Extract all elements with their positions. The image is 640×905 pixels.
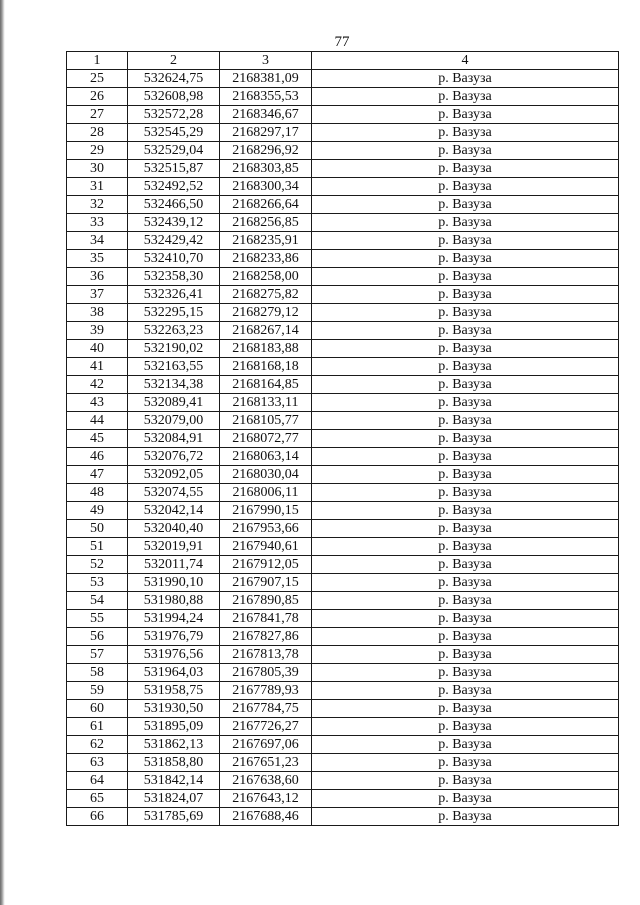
table-row <box>67 88 619 106</box>
table-row <box>67 610 619 628</box>
table-row <box>67 286 619 304</box>
x-coordinate-cell: 531895,09 <box>128 718 220 736</box>
table-row <box>67 628 619 646</box>
point-number-cell: 66 <box>67 808 128 826</box>
x-coordinate-cell: 532089,41 <box>128 394 220 412</box>
x-coordinate-cell: 532515,87 <box>128 160 220 178</box>
point-number-cell: 51 <box>67 538 128 556</box>
x-coordinate-cell: 532326,41 <box>128 286 220 304</box>
point-number-cell: 32 <box>67 196 128 214</box>
x-coordinate-cell: 531862,13 <box>128 736 220 754</box>
point-number-cell: 48 <box>67 484 128 502</box>
table-row <box>67 538 619 556</box>
y-coordinate-cell: 2168266,64 <box>220 196 312 214</box>
boundary-description-cell: р. Вазуза <box>312 196 619 214</box>
x-coordinate-cell: 532572,28 <box>128 106 220 124</box>
y-coordinate-cell: 2168072,77 <box>220 430 312 448</box>
table-row <box>67 70 619 88</box>
point-number-cell: 60 <box>67 700 128 718</box>
x-coordinate-cell: 532263,23 <box>128 322 220 340</box>
x-coordinate-cell: 531990,10 <box>128 574 220 592</box>
point-number-cell: 42 <box>67 376 128 394</box>
point-number-cell: 54 <box>67 592 128 610</box>
point-number-cell: 62 <box>67 736 128 754</box>
boundary-description-cell: р. Вазуза <box>312 646 619 664</box>
y-coordinate-cell: 2168164,85 <box>220 376 312 394</box>
point-number-cell: 50 <box>67 520 128 538</box>
column-header-3: 3 <box>220 52 312 70</box>
x-coordinate-cell: 532074,55 <box>128 484 220 502</box>
table-row <box>67 142 619 160</box>
y-coordinate-cell: 2167912,05 <box>220 556 312 574</box>
point-number-cell: 59 <box>67 682 128 700</box>
x-coordinate-cell: 532295,15 <box>128 304 220 322</box>
table-row <box>67 358 619 376</box>
y-coordinate-cell: 2167697,06 <box>220 736 312 754</box>
y-coordinate-cell: 2168183,88 <box>220 340 312 358</box>
point-number-cell: 37 <box>67 286 128 304</box>
table-row <box>67 394 619 412</box>
y-coordinate-cell: 2168258,00 <box>220 268 312 286</box>
table-row <box>67 250 619 268</box>
x-coordinate-cell: 532439,12 <box>128 214 220 232</box>
boundary-description-cell: р. Вазуза <box>312 628 619 646</box>
y-coordinate-cell: 2167890,85 <box>220 592 312 610</box>
table-row <box>67 502 619 520</box>
column-header-2: 2 <box>128 52 220 70</box>
y-coordinate-cell: 2168381,09 <box>220 70 312 88</box>
x-coordinate-cell: 532042,14 <box>128 502 220 520</box>
x-coordinate-cell: 532163,55 <box>128 358 220 376</box>
point-number-cell: 38 <box>67 304 128 322</box>
y-coordinate-cell: 2167651,23 <box>220 754 312 772</box>
y-coordinate-cell: 2167789,93 <box>220 682 312 700</box>
x-coordinate-cell: 532084,91 <box>128 430 220 448</box>
point-number-cell: 44 <box>67 412 128 430</box>
y-coordinate-cell: 2167907,15 <box>220 574 312 592</box>
point-number-cell: 58 <box>67 664 128 682</box>
boundary-description-cell: р. Вазуза <box>312 286 619 304</box>
table-row <box>67 178 619 196</box>
boundary-description-cell: р. Вазуза <box>312 88 619 106</box>
y-coordinate-cell: 2167990,15 <box>220 502 312 520</box>
y-coordinate-cell: 2168256,85 <box>220 214 312 232</box>
table-row <box>67 214 619 232</box>
x-coordinate-cell: 531976,56 <box>128 646 220 664</box>
table-body <box>67 70 619 826</box>
boundary-description-cell: р. Вазуза <box>312 412 619 430</box>
boundary-description-cell: р. Вазуза <box>312 718 619 736</box>
boundary-description-cell: р. Вазуза <box>312 556 619 574</box>
point-number-cell: 56 <box>67 628 128 646</box>
table-row <box>67 682 619 700</box>
x-coordinate-cell: 531980,88 <box>128 592 220 610</box>
point-number-cell: 46 <box>67 448 128 466</box>
point-number-cell: 53 <box>67 574 128 592</box>
x-coordinate-cell: 531858,80 <box>128 754 220 772</box>
boundary-description-cell: р. Вазуза <box>312 610 619 628</box>
point-number-cell: 45 <box>67 430 128 448</box>
boundary-description-cell: р. Вазуза <box>312 700 619 718</box>
table-row <box>67 772 619 790</box>
y-coordinate-cell: 2168346,67 <box>220 106 312 124</box>
y-coordinate-cell: 2168300,34 <box>220 178 312 196</box>
y-coordinate-cell: 2168063,14 <box>220 448 312 466</box>
boundary-description-cell: р. Вазуза <box>312 736 619 754</box>
table-row <box>67 304 619 322</box>
x-coordinate-cell: 532092,05 <box>128 466 220 484</box>
y-coordinate-cell: 2167688,46 <box>220 808 312 826</box>
table-row <box>67 106 619 124</box>
boundary-description-cell: р. Вазуза <box>312 304 619 322</box>
point-number-cell: 33 <box>67 214 128 232</box>
table-row <box>67 268 619 286</box>
boundary-description-cell: р. Вазуза <box>312 340 619 358</box>
boundary-description-cell: р. Вазуза <box>312 430 619 448</box>
table-row <box>67 160 619 178</box>
table-row <box>67 196 619 214</box>
table-row <box>67 754 619 772</box>
table-row <box>67 592 619 610</box>
point-number-cell: 25 <box>67 70 128 88</box>
point-number-cell: 63 <box>67 754 128 772</box>
boundary-description-cell: р. Вазуза <box>312 772 619 790</box>
x-coordinate-cell: 532134,38 <box>128 376 220 394</box>
table-header-row <box>67 52 619 70</box>
x-coordinate-cell: 531964,03 <box>128 664 220 682</box>
table-row <box>67 520 619 538</box>
boundary-description-cell: р. Вазуза <box>312 808 619 826</box>
boundary-description-cell: р. Вазуза <box>312 232 619 250</box>
table-row <box>67 574 619 592</box>
table-row <box>67 700 619 718</box>
y-coordinate-cell: 2168297,17 <box>220 124 312 142</box>
y-coordinate-cell: 2167841,78 <box>220 610 312 628</box>
y-coordinate-cell: 2168233,86 <box>220 250 312 268</box>
point-number-cell: 34 <box>67 232 128 250</box>
point-number-cell: 40 <box>67 340 128 358</box>
boundary-description-cell: р. Вазуза <box>312 358 619 376</box>
point-number-cell: 39 <box>67 322 128 340</box>
x-coordinate-cell: 532624,75 <box>128 70 220 88</box>
point-number-cell: 65 <box>67 790 128 808</box>
point-number-cell: 47 <box>67 466 128 484</box>
boundary-description-cell: р. Вазуза <box>312 394 619 412</box>
boundary-description-cell: р. Вазуза <box>312 70 619 88</box>
y-coordinate-cell: 2168168,18 <box>220 358 312 376</box>
x-coordinate-cell: 531930,50 <box>128 700 220 718</box>
table-row <box>67 430 619 448</box>
table-row <box>67 448 619 466</box>
boundary-description-cell: р. Вазуза <box>312 322 619 340</box>
table-row <box>67 322 619 340</box>
y-coordinate-cell: 2167813,78 <box>220 646 312 664</box>
y-coordinate-cell: 2167953,66 <box>220 520 312 538</box>
point-number-cell: 52 <box>67 556 128 574</box>
boundary-description-cell: р. Вазуза <box>312 250 619 268</box>
boundary-description-cell: р. Вазуза <box>312 592 619 610</box>
point-number-cell: 36 <box>67 268 128 286</box>
coordinates-table <box>66 51 619 826</box>
boundary-description-cell: р. Вазуза <box>312 538 619 556</box>
x-coordinate-cell: 532608,98 <box>128 88 220 106</box>
boundary-description-cell: р. Вазуза <box>312 142 619 160</box>
table-row <box>67 790 619 808</box>
table-row <box>67 556 619 574</box>
x-coordinate-cell: 532358,30 <box>128 268 220 286</box>
x-coordinate-cell: 532466,50 <box>128 196 220 214</box>
x-coordinate-cell: 531976,79 <box>128 628 220 646</box>
boundary-description-cell: р. Вазуза <box>312 682 619 700</box>
point-number-cell: 29 <box>67 142 128 160</box>
point-number-cell: 49 <box>67 502 128 520</box>
boundary-description-cell: р. Вазуза <box>312 376 619 394</box>
y-coordinate-cell: 2168235,91 <box>220 232 312 250</box>
x-coordinate-cell: 532545,29 <box>128 124 220 142</box>
point-number-cell: 61 <box>67 718 128 736</box>
x-coordinate-cell: 532429,42 <box>128 232 220 250</box>
table-row <box>67 484 619 502</box>
point-number-cell: 28 <box>67 124 128 142</box>
y-coordinate-cell: 2168355,53 <box>220 88 312 106</box>
y-coordinate-cell: 2167940,61 <box>220 538 312 556</box>
y-coordinate-cell: 2168279,12 <box>220 304 312 322</box>
boundary-description-cell: р. Вазуза <box>312 664 619 682</box>
table-row <box>67 646 619 664</box>
boundary-description-cell: р. Вазуза <box>312 268 619 286</box>
y-coordinate-cell: 2168006,11 <box>220 484 312 502</box>
boundary-description-cell: р. Вазуза <box>312 520 619 538</box>
table-row <box>67 376 619 394</box>
y-coordinate-cell: 2168030,04 <box>220 466 312 484</box>
x-coordinate-cell: 532190,02 <box>128 340 220 358</box>
point-number-cell: 41 <box>67 358 128 376</box>
point-number-cell: 31 <box>67 178 128 196</box>
boundary-description-cell: р. Вазуза <box>312 214 619 232</box>
point-number-cell: 35 <box>67 250 128 268</box>
table-row <box>67 718 619 736</box>
page-number: 77 <box>334 34 350 50</box>
boundary-description-cell: р. Вазуза <box>312 124 619 142</box>
boundary-description-cell: р. Вазуза <box>312 178 619 196</box>
y-coordinate-cell: 2167827,86 <box>220 628 312 646</box>
table-row <box>67 412 619 430</box>
point-number-cell: 26 <box>67 88 128 106</box>
y-coordinate-cell: 2168303,85 <box>220 160 312 178</box>
y-coordinate-cell: 2168105,77 <box>220 412 312 430</box>
table-row <box>67 664 619 682</box>
y-coordinate-cell: 2168275,82 <box>220 286 312 304</box>
table-row <box>67 736 619 754</box>
boundary-description-cell: р. Вазуза <box>312 106 619 124</box>
table-row <box>67 808 619 826</box>
boundary-description-cell: р. Вазуза <box>312 448 619 466</box>
x-coordinate-cell: 532492,52 <box>128 178 220 196</box>
y-coordinate-cell: 2168267,14 <box>220 322 312 340</box>
y-coordinate-cell: 2167726,27 <box>220 718 312 736</box>
boundary-description-cell: р. Вазуза <box>312 790 619 808</box>
boundary-description-cell: р. Вазуза <box>312 484 619 502</box>
x-coordinate-cell: 532076,72 <box>128 448 220 466</box>
y-coordinate-cell: 2167643,12 <box>220 790 312 808</box>
boundary-description-cell: р. Вазуза <box>312 574 619 592</box>
boundary-description-cell: р. Вазуза <box>312 466 619 484</box>
y-coordinate-cell: 2168296,92 <box>220 142 312 160</box>
table-row <box>67 232 619 250</box>
column-header-1: 1 <box>67 52 128 70</box>
point-number-cell: 30 <box>67 160 128 178</box>
x-coordinate-cell: 532011,74 <box>128 556 220 574</box>
point-number-cell: 57 <box>67 646 128 664</box>
y-coordinate-cell: 2167805,39 <box>220 664 312 682</box>
x-coordinate-cell: 532529,04 <box>128 142 220 160</box>
scan-shadow-edge <box>0 0 5 905</box>
table-row <box>67 340 619 358</box>
table-row <box>67 124 619 142</box>
x-coordinate-cell: 532079,00 <box>128 412 220 430</box>
y-coordinate-cell: 2167638,60 <box>220 772 312 790</box>
x-coordinate-cell: 532040,40 <box>128 520 220 538</box>
y-coordinate-cell: 2167784,75 <box>220 700 312 718</box>
point-number-cell: 64 <box>67 772 128 790</box>
x-coordinate-cell: 532019,91 <box>128 538 220 556</box>
boundary-description-cell: р. Вазуза <box>312 160 619 178</box>
x-coordinate-cell: 531958,75 <box>128 682 220 700</box>
point-number-cell: 27 <box>67 106 128 124</box>
boundary-description-cell: р. Вазуза <box>312 754 619 772</box>
x-coordinate-cell: 531842,14 <box>128 772 220 790</box>
x-coordinate-cell: 531994,24 <box>128 610 220 628</box>
table-row <box>67 466 619 484</box>
x-coordinate-cell: 531785,69 <box>128 808 220 826</box>
column-header-4: 4 <box>312 52 619 70</box>
point-number-cell: 43 <box>67 394 128 412</box>
x-coordinate-cell: 532410,70 <box>128 250 220 268</box>
boundary-description-cell: р. Вазуза <box>312 502 619 520</box>
y-coordinate-cell: 2168133,11 <box>220 394 312 412</box>
x-coordinate-cell: 531824,07 <box>128 790 220 808</box>
point-number-cell: 55 <box>67 610 128 628</box>
